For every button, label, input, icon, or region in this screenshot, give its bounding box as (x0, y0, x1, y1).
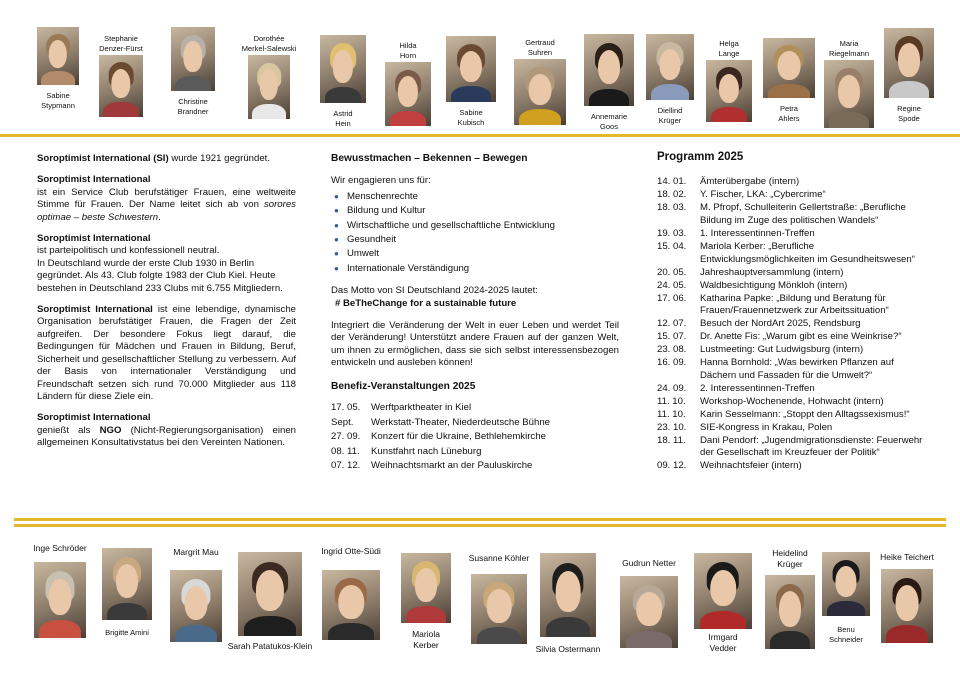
program-item (657, 202, 925, 228)
program-text: Katharina Papke: „Bildung und Beratung für Frauen/Frauennetzwerk zur Arbeitssituation“ (700, 292, 889, 317)
event-date: 07. 12. (331, 460, 361, 472)
member-photo (540, 553, 596, 637)
mission-bullet: ● Umwelt (331, 247, 619, 261)
member-photo (34, 562, 86, 638)
program-item (657, 241, 925, 267)
about-service-club: Soroptimist International ist ein Service Club berufstätiger Frauen, eine weltweite Stimme für Frauen. Der Name leitet sich ab von sorores optimae – beste Schwestern. (37, 174, 296, 223)
member-photo (99, 55, 143, 117)
program-heading: Programm 2025 (657, 151, 744, 163)
event-title: Konzert für die Ukraine, Bethlehemkirche (371, 431, 546, 443)
member-photo (646, 34, 694, 100)
benefit-heading: Benefiz-Veranstaltungen 2025 (331, 380, 476, 392)
member-name: Brigitte Amini (105, 628, 149, 637)
program-date: 17. 06. (657, 292, 687, 304)
program-date: 18. 02. (657, 189, 687, 201)
member-name: Sabine Kubisch (457, 108, 485, 127)
member-photo (584, 34, 634, 106)
member-name: Inge Schröder (33, 543, 87, 553)
program-item (657, 409, 925, 422)
event-title: Kunstfahrt nach Lüneburg (371, 445, 482, 457)
member-photo (322, 570, 380, 640)
about-ngo: Soroptimist International genießt als NGO (Nicht-Regierungsorganisation) einen allgemeinen Konsultativstatus bei den Vereinten Nationen. (37, 412, 296, 449)
member-name: Petra Ahlers (778, 104, 800, 123)
member-name: Heidelind Krüger (772, 548, 808, 569)
member-name: Sabine Stypmann (41, 91, 75, 110)
member-photo (514, 59, 566, 125)
divider-bottom-1 (14, 518, 946, 521)
member-photo (320, 35, 366, 103)
program-date: 24. 05. (657, 279, 687, 291)
member-photo (385, 62, 431, 126)
member-name: Regine Spode (897, 104, 921, 123)
member-name: Sarah Patatukos-Klein (227, 641, 313, 651)
divider-top (0, 134, 960, 137)
about-column (37, 153, 296, 459)
member-photo (471, 574, 527, 644)
program-text: 2. Interessentinnen-Treffen (700, 382, 815, 394)
member-name: Stephanie Denzer-Fürst (99, 34, 143, 53)
member-name: Mariola Kerber (412, 629, 440, 650)
event-title: Werftparktheater in Kiel (371, 402, 472, 414)
program-date: 15. 07. (657, 331, 687, 343)
program-text: Jahreshauptversammlung (intern) (700, 266, 844, 278)
benefit-event (331, 445, 619, 460)
program-text: Hanna Bornhold: „Was bewirken Pflanzen auf Dächern und Fassaden für die Umwelt?“ (700, 357, 894, 381)
mission-heading: Bewusstmachen – Bekennen – Bewegen (331, 153, 528, 164)
program-date: 11. 10. (657, 408, 686, 420)
program-text: M. Pfropf, Schulleiterin Gellertstraße: „Berufliche Bildung im Zuge des politischen Wandels“ (700, 202, 906, 227)
program-item (657, 318, 925, 331)
program-date: 18. 03. (657, 202, 687, 214)
program-item (657, 280, 925, 293)
event-date: 08. 11. (331, 445, 360, 457)
benefit-event (331, 416, 619, 431)
event-title: Werkstatt-Theater, Niederdeutsche Bühne (371, 416, 551, 428)
program-text: Dr. Anette Fis: „Warum gibt es eine Weinkrise?“ (700, 331, 902, 343)
mission-bullet: ● Gesundheit (331, 233, 619, 247)
program-text: 1. Interessentinnen-Treffen (700, 228, 815, 240)
program-list (657, 176, 925, 473)
program-item (657, 344, 925, 357)
member-name: Diellind Krüger (657, 106, 683, 125)
appeal-text: Integriert die Veränderung der Welt in euer Leben und werdet Teil der Veränderung! Unterstützt andere Frauen auf der ganzen Welt, um ihnen zu ermöglichen, dass sie sich selbst interessensbezogen entwickeln und ausleben können! (331, 320, 619, 369)
about-neutrality: Soroptimist International ist parteipolitisch und konfessionell neutral. In Deutschland wurde der erste Club 1930 in Berlin gegründet. Als 43. Club folgte 1983 der Club Kiel. Heute bestehen in Deutschland 233 Clubs mit 6.755 Mitgliedern. (37, 233, 283, 294)
mission-bullet: ● Menschenrechte (331, 190, 619, 204)
mission-bullet: ● Wirtschaftliche und gesellschaftliche Entwicklung (331, 219, 619, 233)
program-text: Mariola Kerber: „Berufliche Entwicklungsmöglichkeiten im Gesundheitswesen“ (700, 240, 915, 265)
member-photo (884, 28, 934, 98)
member-photo (170, 570, 222, 642)
program-item (657, 422, 925, 435)
program-text: Y. Fischer, LKA: „Cybercrime“ (700, 189, 826, 201)
mission-bullet-list (331, 190, 619, 276)
member-photo (763, 38, 815, 98)
benefit-event (331, 430, 619, 445)
member-photo (248, 55, 290, 119)
program-text: Weihnachtsfeier (intern) (700, 460, 802, 472)
motto-text: # BeTheChange for a sustainable future (335, 297, 517, 309)
mission-intro: Wir engagieren uns für: (331, 175, 431, 187)
benefit-event (331, 459, 619, 474)
about-organisation: Soroptimist International ist eine lebendige, dynamische Organisation berufstätiger Frauen, die Fragen der Zeit aufgreifen. Der besondere Fokus liegt darauf, die Bedingungen für Mädchen und Frauen in Bildung, Beruf, Sicherheit und gesellschaftlicher Stellung zu verbessern. Auf der Basis von internationaler Verständigung und Freundschaft setzen sich rund 70.000 Mitglieder aus 118 Ländern für diese Ziele ein. (37, 304, 296, 402)
event-date: 27. 09. (331, 431, 361, 443)
member-name: Heike Teichert (880, 552, 934, 562)
member-photo (238, 552, 302, 636)
member-name: Helga Lange (718, 39, 740, 58)
program-column (657, 151, 925, 473)
divider-bottom-2 (14, 524, 946, 527)
program-item (657, 267, 925, 280)
member-name: Gertraud Suhren (525, 38, 555, 57)
member-name: Astrid Hein (333, 109, 353, 128)
program-date: 24. 09. (657, 382, 687, 394)
event-date: 17. 05. (331, 402, 361, 414)
program-date: 11. 10. (657, 395, 686, 407)
mission-bullet: ● Internationale Verständigung (331, 262, 619, 276)
mission-column (331, 153, 619, 474)
program-date: 15. 04. (657, 240, 687, 252)
program-item (657, 293, 925, 319)
member-name: Christine Brandner (177, 97, 209, 116)
event-date: Sept. (331, 416, 354, 428)
member-name: Dorothée Merkel-Salewski (241, 34, 297, 53)
member-photo (881, 569, 933, 643)
program-text: Besuch der NordArt 2025, Rendsburg (700, 318, 861, 330)
mission-bullet: ● Bildung und Kultur (331, 204, 619, 218)
member-name: Irmgard Vedder (708, 632, 738, 653)
program-date: 12. 07. (657, 318, 687, 330)
member-name: Benu Schneider (829, 625, 863, 644)
member-photo (706, 60, 752, 122)
member-name: Silvia Ostermann (535, 644, 601, 654)
program-date: 19. 03. (657, 228, 687, 240)
program-item (657, 460, 925, 473)
program-text: Ämterübergabe (intern) (700, 176, 800, 188)
program-date: 09. 12. (657, 460, 687, 472)
program-item (657, 383, 925, 396)
event-title: Weihnachtsmarkt an der Pauluskirche (371, 460, 533, 472)
program-item (657, 176, 925, 189)
about-founding: Soroptimist International (SI) wurde 1921 gegründet. (37, 153, 270, 164)
member-name: Annemarie Goos (590, 112, 628, 131)
member-photo (824, 60, 874, 128)
member-photo (37, 27, 79, 85)
program-item (657, 331, 925, 344)
program-item (657, 357, 925, 383)
program-item (657, 396, 925, 409)
member-name: Susanne Köhler (468, 553, 530, 563)
member-name: Hilda Horn (399, 41, 417, 60)
program-date: 14. 01. (657, 176, 687, 188)
member-name: Maria Riegelmann (828, 39, 870, 58)
member-photo (102, 548, 152, 620)
member-photo (171, 27, 215, 91)
benefit-event (331, 401, 619, 416)
motto-intro: Das Motto von SI Deutschland 2024-2025 lautet: (331, 285, 538, 297)
program-text: SIE-Kongress in Krakau, Polen (700, 421, 833, 433)
program-date: 23. 08. (657, 344, 687, 356)
member-name: Margrit Mau (173, 547, 219, 557)
member-name: Gudrun Netter (622, 558, 676, 568)
program-text: Workshop-Wochenende, Hohwacht (intern) (700, 395, 884, 407)
program-date: 23. 10. (657, 421, 687, 433)
member-name: Ingrid Otte-Südi (321, 546, 381, 556)
program-item (657, 189, 925, 202)
program-date: 20. 05. (657, 266, 687, 278)
program-date: 18. 11. (657, 434, 686, 446)
benefit-event-list (331, 401, 619, 474)
program-item (657, 435, 925, 461)
program-text: Dani Pendorf: „Jugendmigrationsdienste: Feuerwehr der Gesellschaft im Kreuzfeuer der Politik“ (700, 434, 923, 459)
program-text: Waldbesichtigung Mönkloh (intern) (700, 279, 848, 291)
program-item (657, 228, 925, 241)
program-date: 16. 09. (657, 357, 687, 369)
program-text: Karin Sesselmann: „Stoppt den Alltagssexismus!“ (700, 408, 910, 420)
program-text: Lustmeeting: Gut Ludwigsburg (intern) (700, 344, 864, 356)
member-photo (446, 36, 496, 102)
